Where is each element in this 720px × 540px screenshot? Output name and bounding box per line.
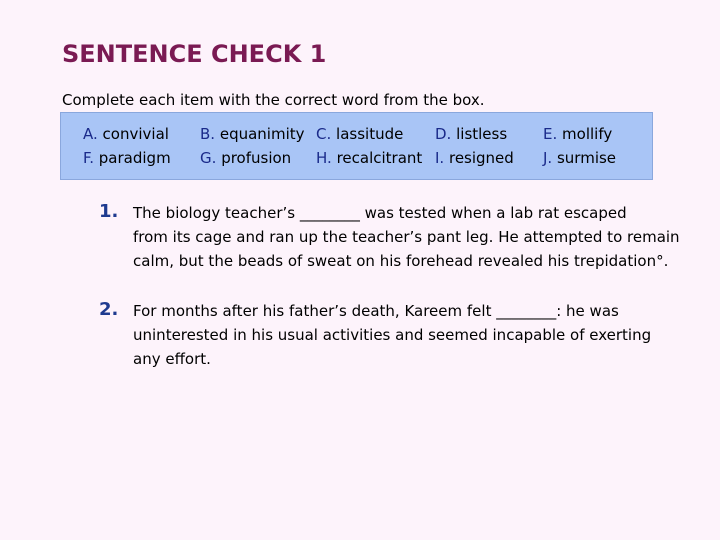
word-letter: I.	[435, 149, 445, 167]
item-line: from its cage and ran up the teacher’s pant leg. He attempted to remain	[133, 228, 680, 246]
word-text: lassitude	[336, 125, 404, 143]
word-text: resigned	[448, 149, 514, 167]
word-text: equanimity	[219, 125, 305, 143]
word-text: mollify	[562, 125, 613, 143]
item-line: For months after his father’s death, Kareem felt ________: he was	[133, 302, 619, 320]
item-line: The biology teacher’s ________ was tested when a lab rat escaped	[133, 204, 627, 222]
word-option	[83, 125, 169, 143]
item-line: uninterested in his usual activities and seemed incapable of exerting	[133, 326, 652, 344]
word-text: profusion	[221, 149, 292, 167]
page-title: SENTENCE CHECK 1	[62, 40, 327, 68]
word-letter: G.	[200, 149, 217, 167]
word-option	[435, 125, 507, 143]
word-option	[543, 149, 616, 167]
item-text	[133, 201, 693, 273]
word-letter: E.	[543, 125, 558, 143]
word-text: paradigm	[98, 149, 171, 167]
item-line: any effort.	[133, 350, 211, 368]
item-text	[133, 299, 693, 371]
word-text: listless	[456, 125, 508, 143]
item-line: calm, but the beads of sweat on his forehead revealed his trepidation°.	[133, 252, 669, 270]
word-letter: H.	[316, 149, 332, 167]
word-option	[435, 149, 514, 167]
word-letter: B.	[200, 125, 216, 143]
word-text: convivial	[102, 125, 169, 143]
word-box	[60, 112, 653, 180]
word-option	[200, 125, 305, 143]
word-text: surmise	[556, 149, 617, 167]
instructions: Complete each item with the correct word from the box.	[62, 91, 485, 109]
word-letter: C.	[316, 125, 332, 143]
word-letter: F.	[83, 149, 94, 167]
word-option	[200, 149, 291, 167]
word-letter: A.	[83, 125, 98, 143]
word-option	[316, 125, 403, 143]
word-letter: J.	[543, 149, 553, 167]
word-option	[316, 149, 422, 167]
word-option	[543, 125, 612, 143]
word-text: recalcitrant	[336, 149, 423, 167]
word-option	[83, 149, 171, 167]
item-number: 1.	[99, 201, 119, 222]
item-number: 2.	[99, 299, 119, 320]
word-letter: D.	[435, 125, 452, 143]
